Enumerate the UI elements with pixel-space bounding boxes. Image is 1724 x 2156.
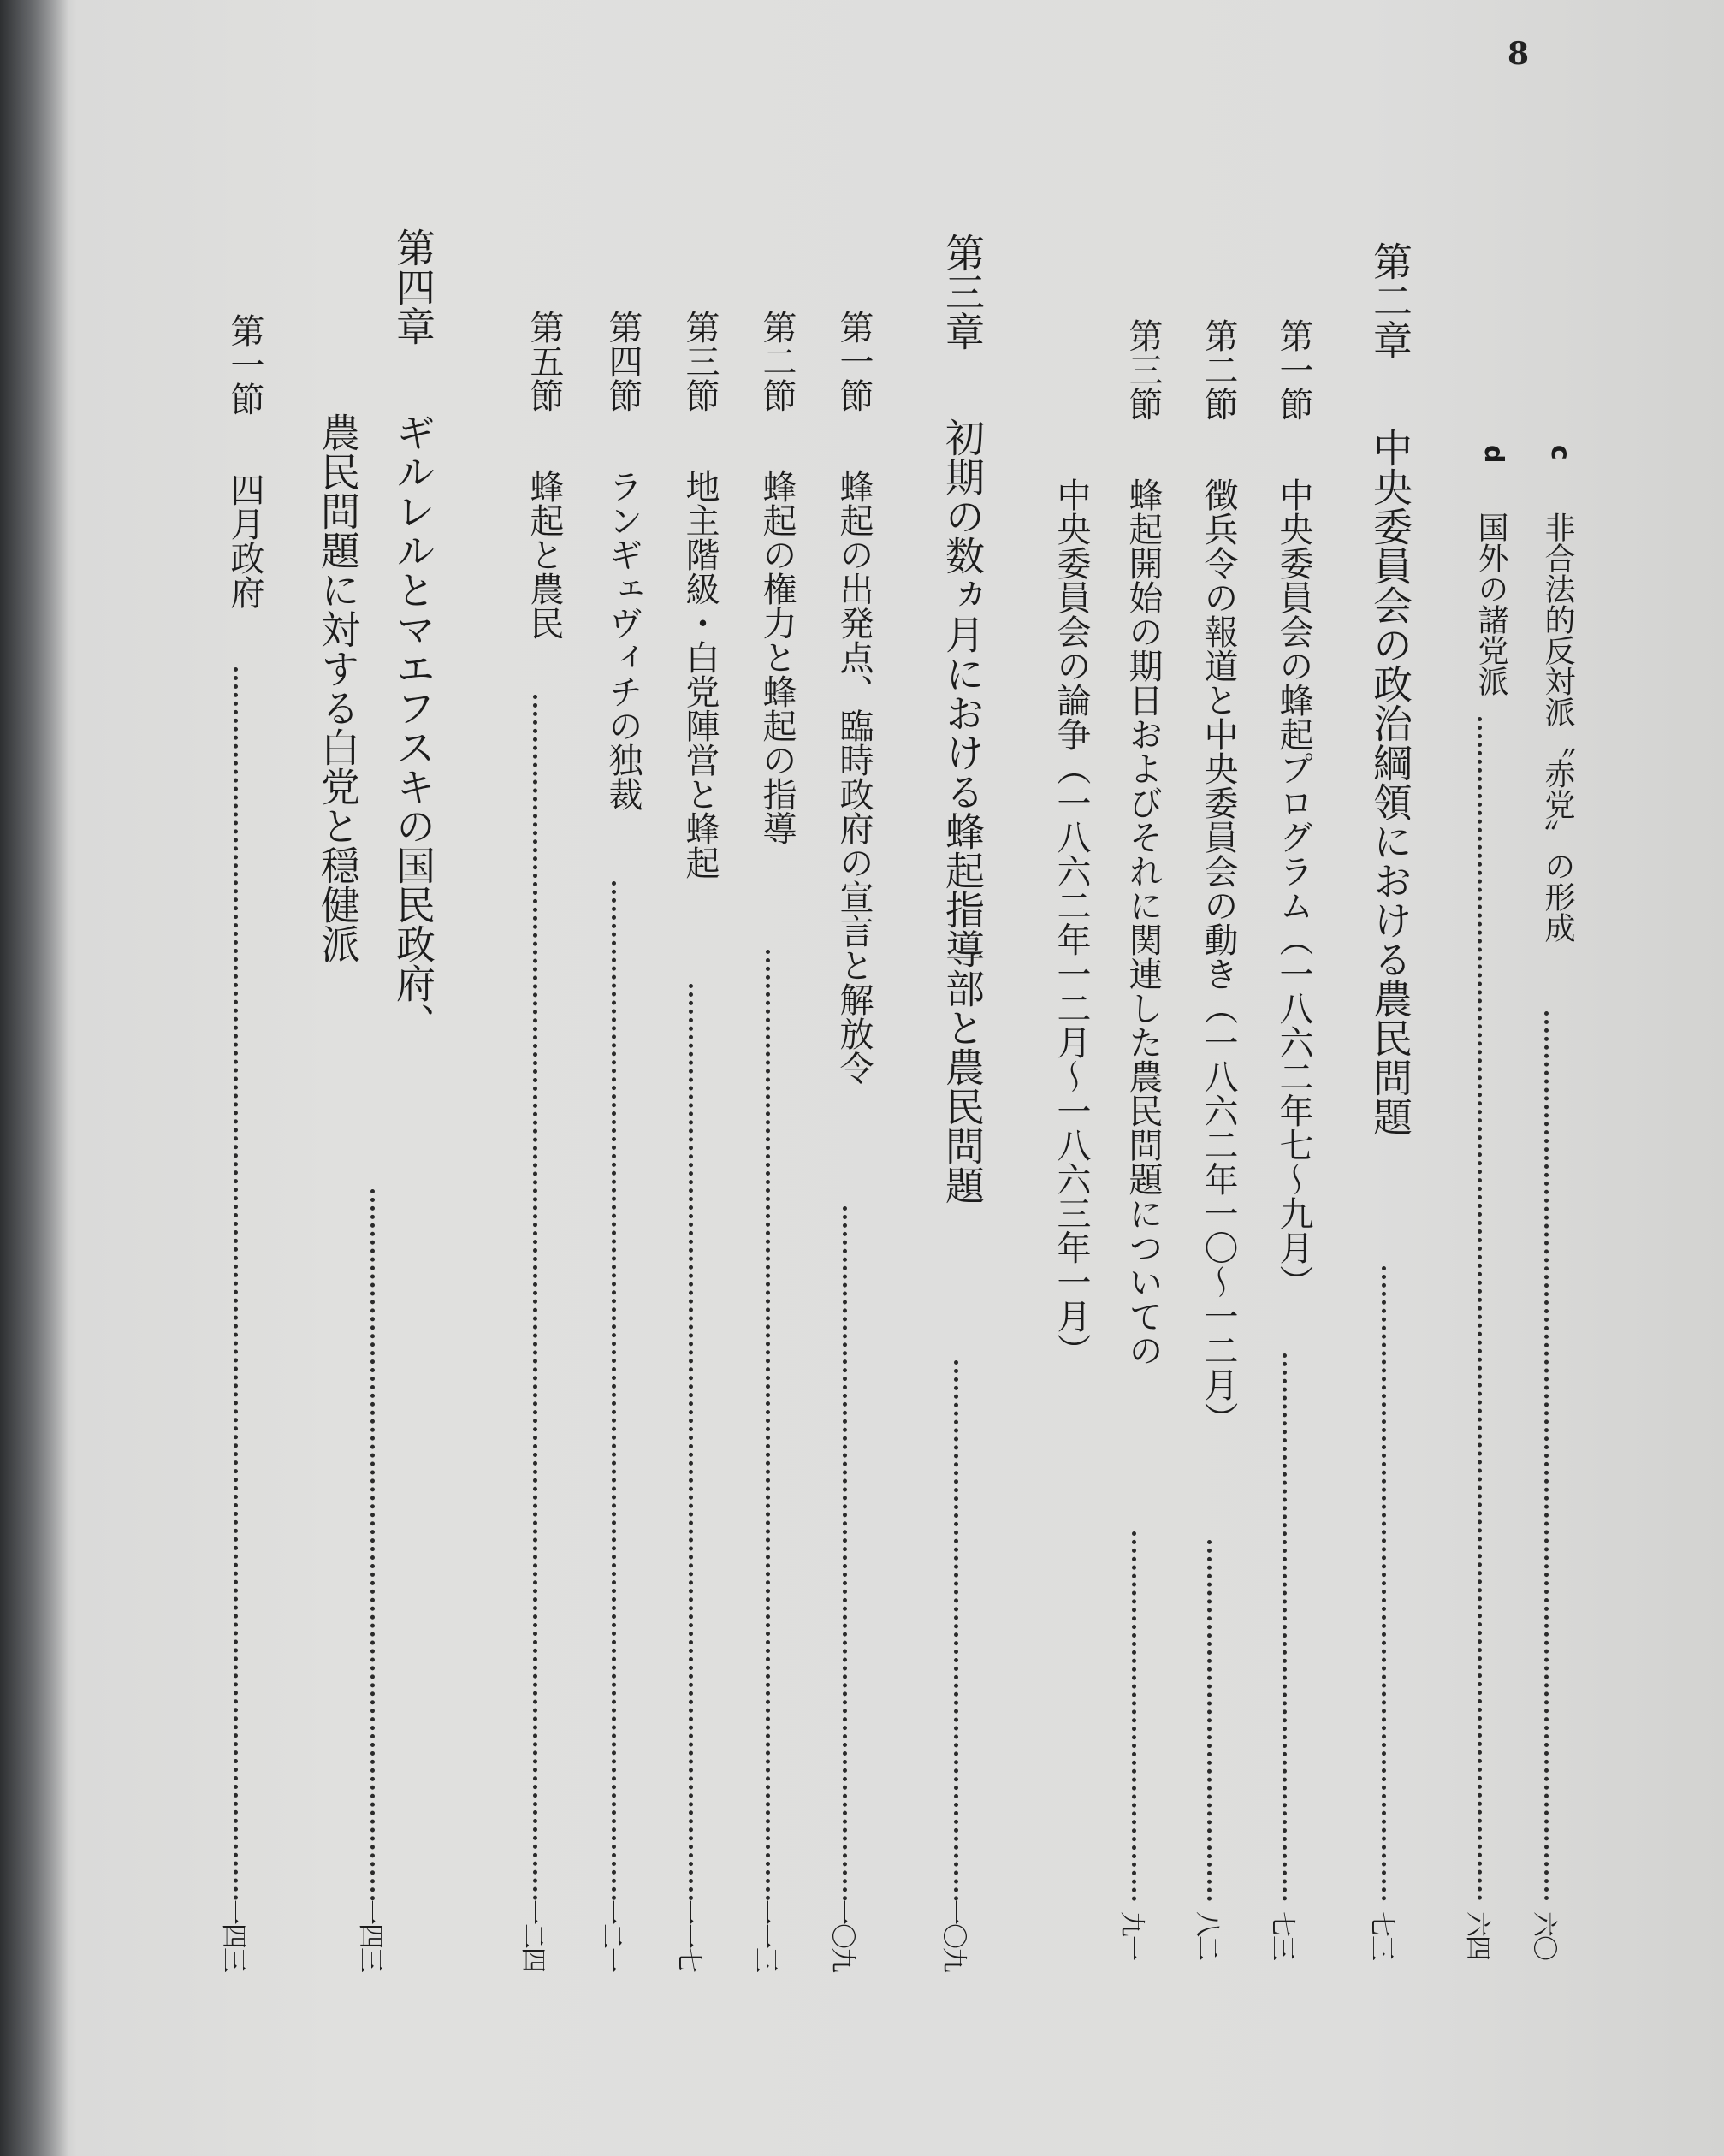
toc-page: 六〇 — [1529, 1911, 1559, 1959]
dot-leader — [234, 667, 238, 1901]
toc-title: ギルレルとマエフスキの国民政府、 — [390, 412, 436, 1042]
dot-leader — [766, 950, 770, 1901]
toc-page: 一二一 — [596, 1899, 626, 1971]
page-number: 8 — [1508, 36, 1530, 72]
toc-label: 第二節 — [757, 310, 797, 412]
toc-page: 一四三 — [355, 1899, 385, 1971]
toc-title: 国外の諸党派 — [1473, 512, 1508, 696]
dot-leader — [1207, 1540, 1212, 1901]
toc-section-3-continued[interactable] — [1037, 0, 1091, 2156]
toc-page: 六四 — [1462, 1911, 1492, 1959]
dot-leader — [612, 881, 616, 1901]
toc-chapter-3[interactable] — [931, 0, 986, 2156]
toc-label: d — [1478, 445, 1508, 464]
toc-page: 一〇九 — [939, 1899, 969, 1971]
toc-chapter-4[interactable] — [382, 0, 436, 2156]
toc-page: 一二四 — [518, 1899, 548, 1971]
toc-title: 四月政府 — [225, 472, 264, 609]
toc-label: c — [1545, 445, 1575, 460]
toc-chapter-4-continued[interactable] — [306, 0, 385, 2156]
toc-title: 徴兵令の報道と中央委員会の動き（一八六二年一〇〜一二月） — [1199, 477, 1238, 1436]
dot-leader — [1382, 1266, 1386, 1901]
toc-label: 第一節 — [834, 310, 874, 412]
toc-label: 第三節 — [1123, 318, 1163, 421]
toc-label: 第一節 — [225, 313, 264, 416]
binding-gutter — [0, 0, 68, 2156]
toc-section-1[interactable] — [1259, 0, 1311, 2156]
toc-label: 第一節 — [1274, 318, 1313, 421]
toc-title: 蜂起の権力と蜂起の指導 — [757, 469, 797, 845]
toc-label: 第三章 — [939, 233, 986, 351]
toc-section-1[interactable] — [210, 0, 262, 2156]
toc-chapter-2[interactable] — [1359, 0, 1413, 2156]
toc-title: 地主階級・白党陣営と蜂起 — [680, 469, 720, 880]
toc-page: 七三 — [1366, 1911, 1396, 1959]
toc-page: 八二 — [1192, 1911, 1222, 1959]
toc-entry-c[interactable] — [1521, 0, 1573, 2156]
toc-section-5[interactable] — [510, 0, 564, 2156]
toc-section-3[interactable] — [1109, 0, 1163, 2156]
dot-leader — [1478, 717, 1482, 1901]
dot-leader — [843, 1206, 847, 1901]
toc-section-3[interactable] — [666, 0, 720, 2156]
toc-label: 第二章 — [1367, 241, 1413, 359]
toc-page: 一一七 — [673, 1899, 703, 1971]
toc-title: 中央委員会の蜂起プログラム（一八六二年七〜九月） — [1274, 477, 1313, 1299]
toc-title: 蜂起開始の期日およびそれに関連した農民問題についての — [1123, 477, 1163, 1367]
toc-title: 中央委員会の政治綱領における農民問題 — [1367, 428, 1413, 1136]
toc-label: 第四章 — [390, 228, 436, 346]
toc-title: 初期の数ヵ月における蜂起指導部と農民問題 — [939, 418, 986, 1205]
toc-page: 一〇九 — [827, 1899, 857, 1971]
dot-leader — [1132, 1531, 1136, 1901]
toc-label: 第二節 — [1199, 318, 1238, 421]
dot-leader — [370, 1189, 375, 1901]
dot-leader — [1283, 1353, 1287, 1901]
dot-leader — [689, 984, 693, 1901]
toc-section-2[interactable] — [1184, 0, 1238, 2156]
dot-leader — [1544, 1011, 1549, 1901]
toc-label: 第三節 — [680, 310, 720, 412]
toc-entry-d[interactable] — [1454, 0, 1506, 2156]
toc-title: 蜂起と農民 — [524, 469, 564, 640]
toc-title: 蜂起の出発点、臨時政府の宣言と解放令 — [834, 469, 874, 1085]
toc-section-4[interactable] — [589, 0, 643, 2156]
toc-page: 七三 — [1267, 1911, 1297, 1959]
toc-page: 一四三 — [218, 1899, 248, 1971]
toc-page: 一一三 — [750, 1899, 780, 1971]
dot-leader — [533, 695, 537, 1901]
toc-section-1[interactable] — [820, 0, 874, 2156]
toc-section-2[interactable] — [743, 0, 797, 2156]
toc-title-continued: 農民問題に対する白党と穏健派 — [315, 412, 361, 963]
toc-page: 九一 — [1117, 1911, 1146, 1959]
dot-leader — [954, 1360, 958, 1901]
toc-title: ランギェヴィチの独裁 — [603, 469, 643, 811]
toc-label: 第四節 — [603, 310, 643, 412]
toc-label: 第五節 — [524, 310, 564, 412]
toc-title: 非合法的反対派〝赤党〟の形成 — [1540, 512, 1575, 943]
toc-title-continued: 中央委員会の論争（一八六二年一二月〜一八六三年一月） — [1052, 477, 1091, 1367]
